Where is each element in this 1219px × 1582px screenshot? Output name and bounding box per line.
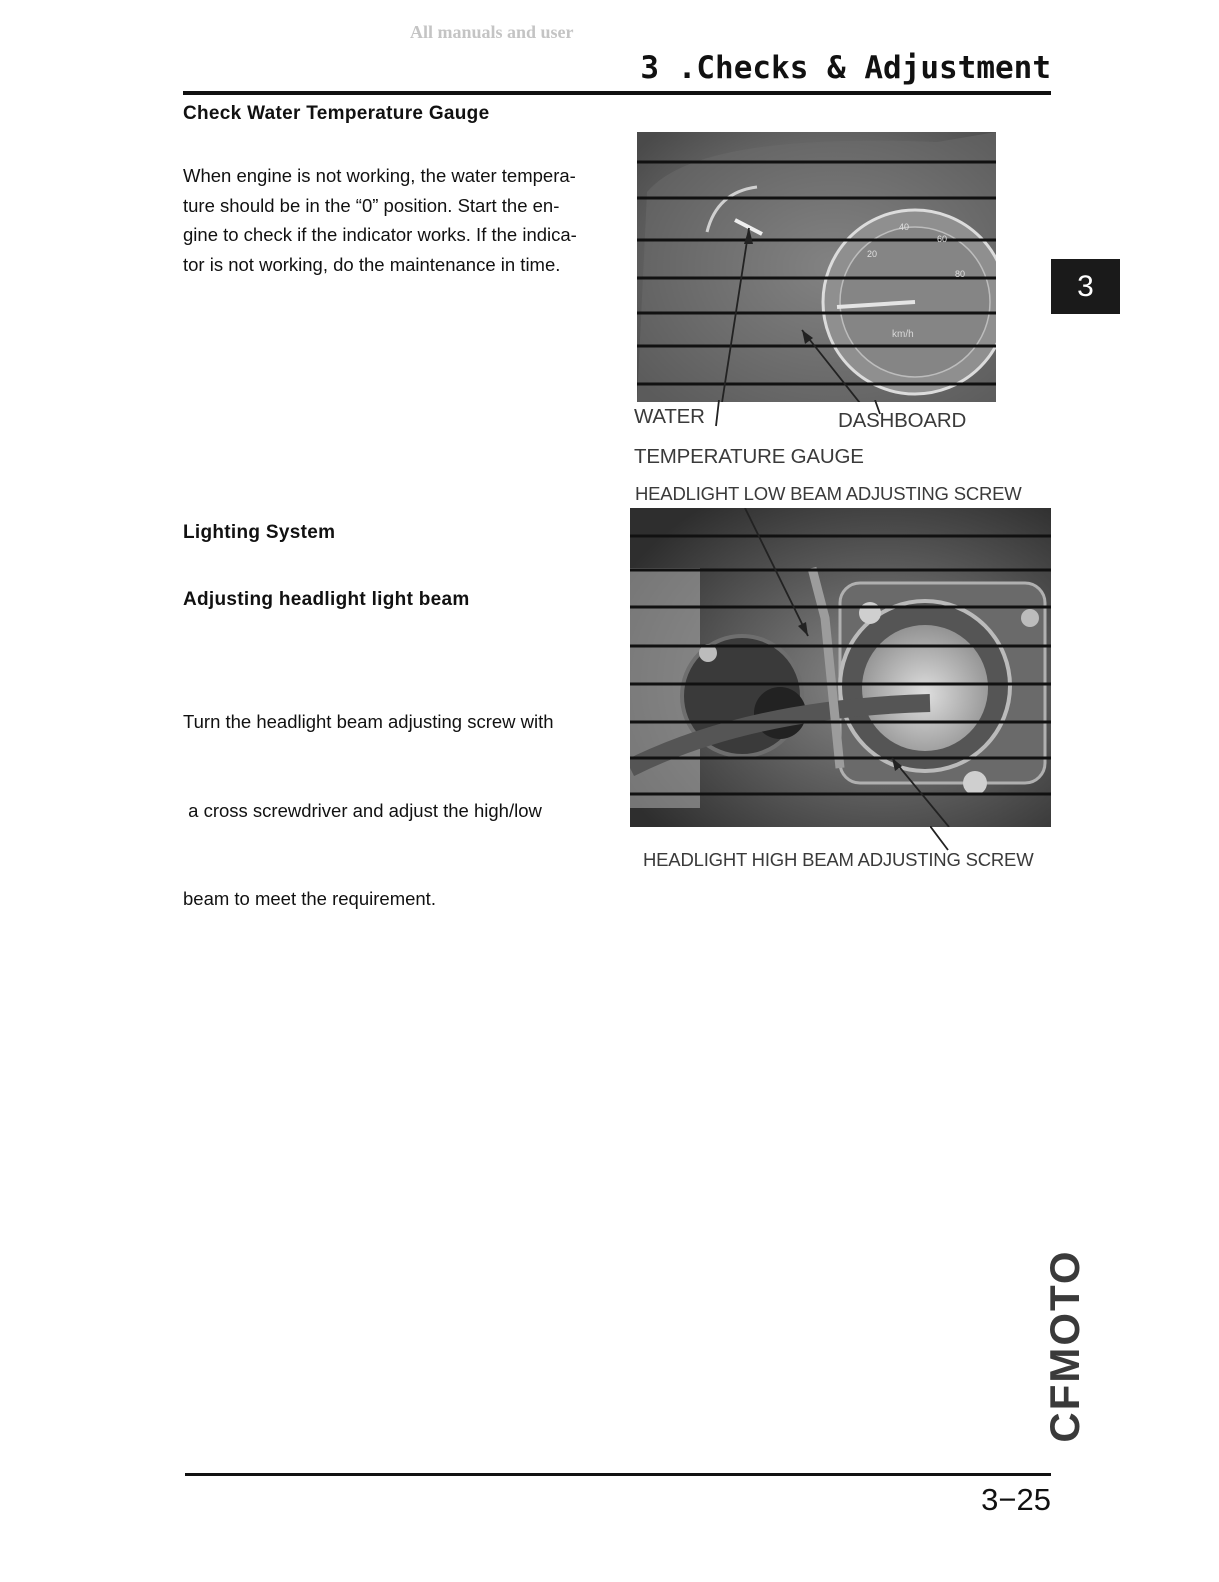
headlight-paragraph [183, 648, 607, 943]
dial-mark: 60 [937, 234, 948, 244]
header-rule [183, 91, 1051, 95]
label-low-beam-screw: HEADLIGHT LOW BEAM ADJUSTING SCREW [635, 483, 1022, 504]
label-dashboard: DASHBOARD [838, 409, 967, 432]
footer-rule [185, 1473, 1051, 1476]
page-number: 3−25 [981, 1482, 1051, 1517]
logo-text: CFMOTO [1041, 1249, 1088, 1443]
paragraph-line: a cross screwdriver and adjust the high/low [183, 799, 542, 821]
dial-mark: km/h [892, 329, 914, 340]
label-high-beam-screw: HEADLIGHT HIGH BEAM ADJUSTING SCREW [643, 849, 1034, 870]
water-gauge-paragraph [183, 161, 607, 279]
section-heading-lighting: Lighting System [183, 522, 336, 543]
paragraph-line: gine to check if the indicator works. If the indica- [183, 224, 577, 245]
dial-mark: 40 [899, 222, 910, 232]
dial-mark: 20 [867, 249, 878, 259]
paragraph-line: Turn the headlight beam adjusting screw with [183, 711, 554, 732]
paragraph-line: tor is not working, do the maintenance in time. [183, 253, 561, 275]
headlight-photo [630, 508, 1051, 827]
watermark: All manuals and user [410, 22, 574, 42]
label-water: WATER [634, 405, 705, 428]
dial-mark: 80 [955, 269, 966, 279]
cfmoto-logo [1041, 1247, 1088, 1445]
chapter-tab: 3 [1051, 259, 1120, 314]
headlight-photo-drawing [630, 508, 1051, 827]
dashboard-photo [637, 132, 996, 402]
paragraph-line: When engine is not working, the water tempera- [183, 165, 576, 186]
section-heading-water-gauge: Check Water Temperature Gauge [183, 103, 490, 124]
label-temperature-gauge: TEMPERATURE GAUGE [634, 445, 864, 468]
paragraph-line: beam to meet the requirement. [183, 888, 436, 909]
subheading-headlight-beam: Adjusting headlight light beam [183, 589, 470, 610]
paragraph-line: ture should be in the “0” position. Start the en- [183, 194, 560, 216]
dashboard-photo-drawing [637, 132, 996, 402]
chapter-title: 3 .Checks & Adjustment [640, 50, 1051, 86]
